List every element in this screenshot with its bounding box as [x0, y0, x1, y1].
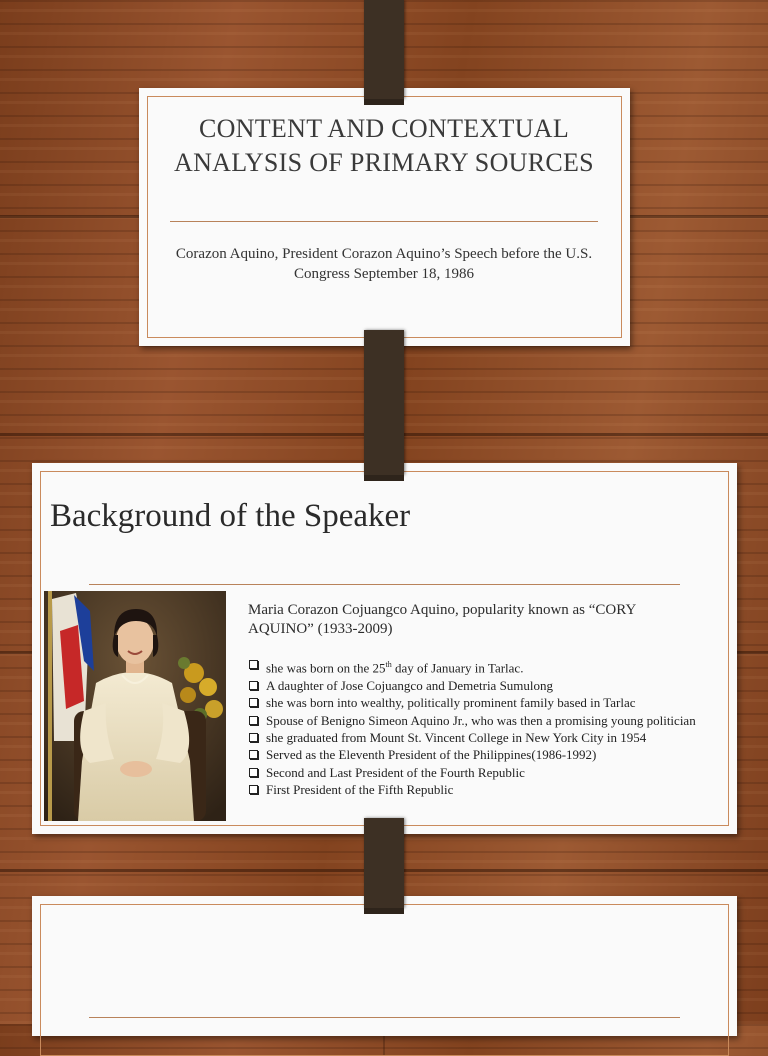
slide-2-divider	[89, 584, 680, 585]
slide-2-title: Background of the Speaker	[50, 498, 411, 534]
checkbox-bullet-icon	[249, 716, 258, 725]
strap-bottom	[364, 818, 404, 908]
strap-top	[364, 0, 404, 99]
checkbox-bullet-icon	[249, 785, 258, 794]
slide-1-subtitle: Corazon Aquino, President Corazon Aquino’s Speech before the U.S. Congress September 18, 1986	[175, 246, 593, 282]
list-item: she was born into wealthy, politically prominent family based in Tarlac	[248, 694, 708, 711]
list-item: she graduated from Mount St. Vincent College in New York City in 1954	[248, 729, 708, 746]
checkbox-bullet-icon	[249, 750, 258, 759]
list-item: Served as the Eleventh President of the Philippines(1986-1992)	[248, 746, 708, 763]
checkbox-bullet-icon	[249, 698, 258, 707]
slide-3-card[interactable]	[32, 896, 737, 1036]
slide-1-title: CONTENT AND CONTEXTUAL ANALYSIS OF PRIMARY SOURCES	[174, 114, 594, 177]
slide-3-divider	[89, 1017, 680, 1018]
checkbox-bullet-icon	[249, 660, 258, 669]
list-item: A daughter of Jose Cojuangco and Demetria Sumulong	[248, 677, 708, 694]
speaker-portrait	[44, 591, 226, 821]
list-item: First President of the Fifth Republic	[248, 781, 708, 798]
list-item: Second and Last President of the Fourth Republic	[248, 764, 708, 781]
portrait-image	[44, 591, 226, 821]
checkbox-bullet-icon	[249, 681, 258, 690]
checkbox-bullet-icon	[249, 768, 258, 777]
checkbox-bullet-icon	[249, 733, 258, 742]
strap-middle	[364, 330, 404, 475]
slide-3-border	[40, 904, 729, 1056]
speaker-facts-list	[248, 656, 708, 799]
list-item: Spouse of Benigno Simeon Aquino Jr., who was then a promising young politician	[248, 712, 708, 729]
list-item: she was born on the 25th day of January in Tarlac.	[248, 656, 708, 677]
slide-1-divider	[170, 221, 598, 222]
speaker-intro: Maria Corazon Cojuangco Aquino, popularity known as “CORY AQUINO” (1933-2009)	[248, 602, 636, 637]
